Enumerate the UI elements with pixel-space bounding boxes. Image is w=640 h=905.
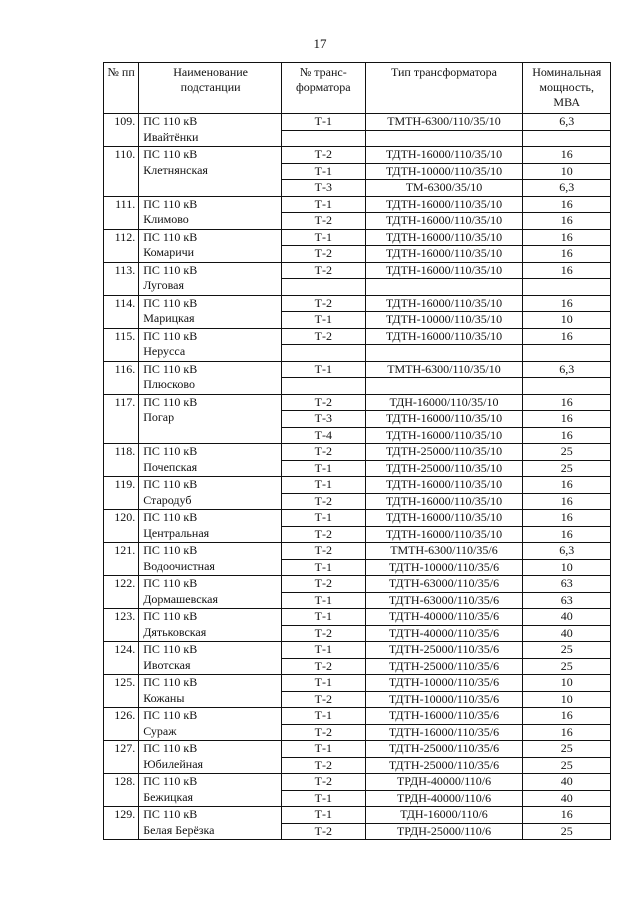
row-number: 109. <box>104 114 139 147</box>
row-number: 113. <box>104 262 139 295</box>
transformer-type: ТДТН-63000/110/35/6 <box>365 576 523 593</box>
transformer-type: ТМТН-6300/110/35/10 <box>365 114 523 131</box>
substation-name <box>139 262 282 295</box>
rated-power: 63 <box>523 576 611 593</box>
transformer-number: Т-1 <box>282 609 365 626</box>
substation-voltage-label: ПС 110 кВ <box>143 807 198 821</box>
rated-power: 25 <box>523 658 611 675</box>
substation-voltage-label: ПС 110 кВ <box>143 675 198 689</box>
transformer-type: ТДТН-16000/110/35/10 <box>365 147 523 164</box>
table-row <box>104 807 611 824</box>
transformer-number: Т-1 <box>282 807 365 824</box>
transformer-number: Т-2 <box>282 394 365 411</box>
transformer-number: Т-3 <box>282 180 365 197</box>
substation-name-label: Почепская <box>143 459 198 474</box>
transformer-number: Т-1 <box>282 592 365 609</box>
transformer-type: ТРДН-40000/110/6 <box>365 790 523 807</box>
rated-power: 25 <box>523 741 611 758</box>
substation-name-label: Дятьковская <box>143 624 207 639</box>
rated-power: 16 <box>523 411 611 428</box>
transformer-number <box>282 130 365 147</box>
transformer-type: ТДТН-40000/110/35/6 <box>365 625 523 642</box>
substation-name <box>139 576 282 609</box>
rated-power <box>523 345 611 362</box>
transformer-number: Т-1 <box>282 196 365 213</box>
rated-power: 16 <box>523 394 611 411</box>
rated-power: 40 <box>523 609 611 626</box>
substation-name <box>139 807 282 840</box>
transformer-type <box>365 345 523 362</box>
rated-power: 16 <box>523 328 611 345</box>
substation-voltage-label: ПС 110 кВ <box>143 642 198 656</box>
table-row <box>104 196 611 213</box>
substation-name-label: Центральная <box>143 525 210 540</box>
table-row <box>104 295 611 312</box>
transformer-type: ТДТН-40000/110/35/6 <box>365 609 523 626</box>
table-row <box>104 361 611 378</box>
row-number: 118. <box>104 444 139 477</box>
transformer-number: Т-1 <box>282 790 365 807</box>
rated-power: 16 <box>523 724 611 741</box>
transformer-type: ТДТН-16000/110/35/10 <box>365 328 523 345</box>
substation-voltage-label: ПС 110 кВ <box>143 328 198 343</box>
rated-power: 40 <box>523 774 611 791</box>
transformer-number: Т-1 <box>282 741 365 758</box>
transformer-number: Т-1 <box>282 361 365 378</box>
table-row <box>104 114 611 131</box>
transformer-type: ТДТН-16000/110/35/10 <box>365 229 523 246</box>
substation-voltage-label: ПС 110 кВ <box>143 741 198 755</box>
rated-power: 40 <box>523 625 611 642</box>
row-number: 124. <box>104 642 139 675</box>
rated-power <box>523 378 611 395</box>
substation-name <box>139 642 282 675</box>
transformer-type: ТДН-16000/110/6 <box>365 807 523 824</box>
rated-power: 10 <box>523 559 611 576</box>
table-row <box>104 708 611 725</box>
transformer-number: Т-1 <box>282 229 365 246</box>
header-power: Номинальная мощность, МВА <box>523 63 611 114</box>
row-number: 116. <box>104 361 139 394</box>
table-row <box>104 774 611 791</box>
transformer-number: Т-2 <box>282 526 365 543</box>
substation-name-label: Погар <box>143 410 175 424</box>
transformer-number: Т-2 <box>282 625 365 642</box>
transformer-type <box>365 130 523 147</box>
rated-power: 25 <box>523 823 611 840</box>
rated-power: 10 <box>523 312 611 329</box>
table-row <box>104 477 611 494</box>
table-row <box>104 642 611 659</box>
rated-power: 16 <box>523 493 611 510</box>
table-row <box>104 328 611 345</box>
transformer-type: ТДТН-16000/110/35/10 <box>365 477 523 494</box>
rated-power: 6,3 <box>523 543 611 560</box>
transformer-number: Т-2 <box>282 543 365 560</box>
substation-name-label: Водоочистная <box>143 558 215 573</box>
transformer-number: Т-2 <box>282 576 365 593</box>
table-row <box>104 675 611 692</box>
table-row <box>104 147 611 164</box>
row-number: 121. <box>104 543 139 576</box>
transformer-number: Т-2 <box>282 823 365 840</box>
substation-name <box>139 774 282 807</box>
table-header-row <box>104 63 611 114</box>
rated-power: 16 <box>523 262 611 279</box>
rated-power: 16 <box>523 708 611 725</box>
substation-voltage-label: ПС 110 кВ <box>143 229 198 244</box>
table-row <box>104 576 611 593</box>
substation-name-label: Ивотская <box>143 657 191 672</box>
rated-power: 16 <box>523 147 611 164</box>
rated-power: 25 <box>523 642 611 659</box>
rated-power: 6,3 <box>523 180 611 197</box>
rated-power: 16 <box>523 295 611 312</box>
row-number: 125. <box>104 675 139 708</box>
rated-power: 16 <box>523 196 611 213</box>
transformer-type: ТДТН-10000/110/35/6 <box>365 559 523 576</box>
transformer-number: Т-2 <box>282 213 365 230</box>
row-number: 128. <box>104 774 139 807</box>
transformer-type: ТМТН-6300/110/35/10 <box>365 361 523 378</box>
transformer-type: ТДТН-25000/110/35/6 <box>365 757 523 774</box>
rated-power <box>523 279 611 296</box>
transformer-type <box>365 378 523 395</box>
substation-name-label: Комаричи <box>143 245 195 259</box>
transformer-number: Т-2 <box>282 295 365 312</box>
rated-power: 10 <box>523 163 611 180</box>
substation-table <box>103 62 611 840</box>
row-number: 122. <box>104 576 139 609</box>
rated-power: 16 <box>523 807 611 824</box>
table-row <box>104 741 611 758</box>
substation-name-label: Нерусса <box>143 344 186 358</box>
transformer-number: Т-2 <box>282 246 365 263</box>
substation-name-label: Стародуб <box>143 492 192 507</box>
table-row <box>104 229 611 246</box>
transformer-type: ТДТН-25000/110/35/10 <box>365 444 523 461</box>
transformer-number <box>282 378 365 395</box>
row-number: 129. <box>104 807 139 840</box>
transformer-type: ТДТН-25000/110/35/6 <box>365 741 523 758</box>
transformer-type: ТДТН-16000/110/35/10 <box>365 493 523 510</box>
rated-power: 63 <box>523 592 611 609</box>
transformer-number: Т-2 <box>282 147 365 164</box>
rated-power: 25 <box>523 444 611 461</box>
transformer-type <box>365 279 523 296</box>
substation-voltage-label: ПС 110 кВ <box>143 147 198 161</box>
substation-name-label: Клетнянская <box>143 162 208 177</box>
transformer-number: Т-2 <box>282 724 365 741</box>
rated-power: 25 <box>523 757 611 774</box>
transformer-number: Т-2 <box>282 328 365 345</box>
substation-name <box>139 394 282 444</box>
rated-power: 16 <box>523 246 611 263</box>
transformer-number: Т-1 <box>282 312 365 329</box>
substation-name-label: Кожаны <box>143 690 185 705</box>
transformer-number: Т-1 <box>282 460 365 477</box>
substation-name-label: Ивайтёнки <box>143 129 199 144</box>
table-row <box>104 543 611 560</box>
transformer-number: Т-2 <box>282 444 365 461</box>
substation-voltage-label: ПС 110 кВ <box>143 444 198 458</box>
transformer-type: ТДТН-25000/110/35/6 <box>365 658 523 675</box>
page-number: 17 <box>313 36 327 51</box>
substation-name <box>139 675 282 708</box>
substation-name-label: Сураж <box>143 723 177 738</box>
substation-voltage-label: ПС 110 кВ <box>143 196 198 211</box>
table-row <box>104 444 611 461</box>
transformer-type: ТДТН-16000/110/35/10 <box>365 246 523 263</box>
substation-name-label: Юбилейная <box>143 756 204 771</box>
transformer-type: ТДТН-16000/110/35/10 <box>365 295 523 312</box>
row-number: 127. <box>104 741 139 774</box>
row-number: 123. <box>104 609 139 642</box>
header-type: Тип трансформатора <box>365 63 523 114</box>
substation-voltage-label: ПС 110 кВ <box>143 708 198 722</box>
transformer-type: ТДТН-10000/110/35/10 <box>365 163 523 180</box>
transformer-type: ТДТН-16000/110/35/10 <box>365 213 523 230</box>
substation-name <box>139 477 282 510</box>
transformer-type: ТРДН-25000/110/6 <box>365 823 523 840</box>
transformer-type: ТДТН-16000/110/35/10 <box>365 262 523 279</box>
substation-voltage-label: ПС 110 кВ <box>143 114 198 128</box>
transformer-type: ТРДН-40000/110/6 <box>365 774 523 791</box>
transformer-type: ТДТН-25000/110/35/10 <box>365 460 523 477</box>
transformer-number: Т-1 <box>282 708 365 725</box>
substation-name <box>139 609 282 642</box>
substation-name-label: Плюсково <box>143 377 195 391</box>
transformer-type: ТДТН-16000/110/35/10 <box>365 526 523 543</box>
substation-name <box>139 295 282 328</box>
rated-power: 16 <box>523 229 611 246</box>
header-name: Наименование подстанции <box>139 63 282 114</box>
transformer-number: Т-1 <box>282 477 365 494</box>
transformer-number: Т-2 <box>282 757 365 774</box>
transformer-number: Т-3 <box>282 411 365 428</box>
substation-name <box>139 229 282 262</box>
substation-name <box>139 510 282 543</box>
substation-name <box>139 147 282 197</box>
table-body <box>104 114 611 840</box>
substation-voltage-label: ПС 110 кВ <box>143 774 198 788</box>
substation-voltage-label: ПС 110 кВ <box>143 543 198 557</box>
transformer-number: Т-2 <box>282 493 365 510</box>
transformer-number <box>282 345 365 362</box>
table-row <box>104 394 611 411</box>
substation-name-label: Бежицкая <box>143 789 194 804</box>
transformer-type: ТДТН-10000/110/35/6 <box>365 691 523 708</box>
transformer-type: ТДТН-16000/110/35/6 <box>365 708 523 725</box>
transformer-number: Т-1 <box>282 642 365 659</box>
transformer-number: Т-1 <box>282 114 365 131</box>
substation-name <box>139 543 282 576</box>
transformer-number: Т-1 <box>282 163 365 180</box>
transformer-number: Т-1 <box>282 510 365 527</box>
row-number: 120. <box>104 510 139 543</box>
substation-name-label: Луговая <box>143 278 185 292</box>
transformer-number: Т-2 <box>282 691 365 708</box>
rated-power: 16 <box>523 213 611 230</box>
transformer-number: Т-1 <box>282 559 365 576</box>
transformer-type: ТДТН-10000/110/35/10 <box>365 312 523 329</box>
rated-power: 16 <box>523 477 611 494</box>
rated-power: 40 <box>523 790 611 807</box>
row-number: 111. <box>104 196 139 229</box>
row-number: 126. <box>104 708 139 741</box>
transformer-type: ТМТН-6300/110/35/6 <box>365 543 523 560</box>
transformer-type: ТДТН-25000/110/35/6 <box>365 642 523 659</box>
transformer-type: ТМ-6300/35/10 <box>365 180 523 197</box>
row-number: 119. <box>104 477 139 510</box>
substation-name <box>139 708 282 741</box>
transformer-type: ТДТН-16000/110/35/6 <box>365 724 523 741</box>
rated-power: 16 <box>523 526 611 543</box>
substation-name-label: Дормашевская <box>143 591 219 606</box>
header-num: № пп <box>104 63 139 114</box>
rated-power: 10 <box>523 691 611 708</box>
substation-voltage-label: ПС 110 кВ <box>143 262 198 277</box>
transformer-number: Т-1 <box>282 675 365 692</box>
substation-name-label: Белая Берёзка <box>143 822 215 837</box>
row-number: 117. <box>104 394 139 444</box>
transformer-type: ТДТН-16000/110/35/10 <box>365 510 523 527</box>
transformer-number: Т-2 <box>282 658 365 675</box>
substation-name <box>139 196 282 229</box>
table-row <box>104 262 611 279</box>
table-row <box>104 609 611 626</box>
transformer-type: ТДТН-10000/110/35/6 <box>365 675 523 692</box>
transformer-number: Т-4 <box>282 427 365 444</box>
row-number: 114. <box>104 295 139 328</box>
substation-name <box>139 741 282 774</box>
rated-power: 25 <box>523 460 611 477</box>
substation-voltage-label: ПС 110 кВ <box>143 361 198 376</box>
substation-name <box>139 361 282 394</box>
substation-voltage-label: ПС 110 кВ <box>143 510 198 524</box>
rated-power: 6,3 <box>523 114 611 131</box>
transformer-number <box>282 279 365 296</box>
substation-voltage-label: ПС 110 кВ <box>143 295 198 310</box>
transformer-type: ТДТН-16000/110/35/10 <box>365 427 523 444</box>
transformer-number: Т-2 <box>282 262 365 279</box>
transformer-type: ТДТН-16000/110/35/10 <box>365 411 523 428</box>
row-number: 115. <box>104 328 139 361</box>
rated-power: 10 <box>523 675 611 692</box>
transformer-type: ТДН-16000/110/35/10 <box>365 394 523 411</box>
row-number: 112. <box>104 229 139 262</box>
rated-power <box>523 130 611 147</box>
substation-name <box>139 114 282 147</box>
substation-voltage-label: ПС 110 кВ <box>143 609 198 623</box>
transformer-number: Т-2 <box>282 774 365 791</box>
substation-voltage-label: ПС 110 кВ <box>143 477 198 491</box>
table-row <box>104 510 611 527</box>
row-number: 110. <box>104 147 139 197</box>
substation-name <box>139 328 282 361</box>
transformer-type: ТДТН-16000/110/35/10 <box>365 196 523 213</box>
substation-voltage-label: ПС 110 кВ <box>143 394 198 409</box>
transformer-type: ТДТН-63000/110/35/6 <box>365 592 523 609</box>
header-transformer-no: № транс-форматора <box>282 63 365 114</box>
substation-voltage-label: ПС 110 кВ <box>143 576 198 590</box>
rated-power: 16 <box>523 510 611 527</box>
substation-name-label: Марицкая <box>143 311 195 325</box>
substation-name <box>139 444 282 477</box>
rated-power: 6,3 <box>523 361 611 378</box>
substation-name-label: Климово <box>143 212 189 226</box>
rated-power: 16 <box>523 427 611 444</box>
